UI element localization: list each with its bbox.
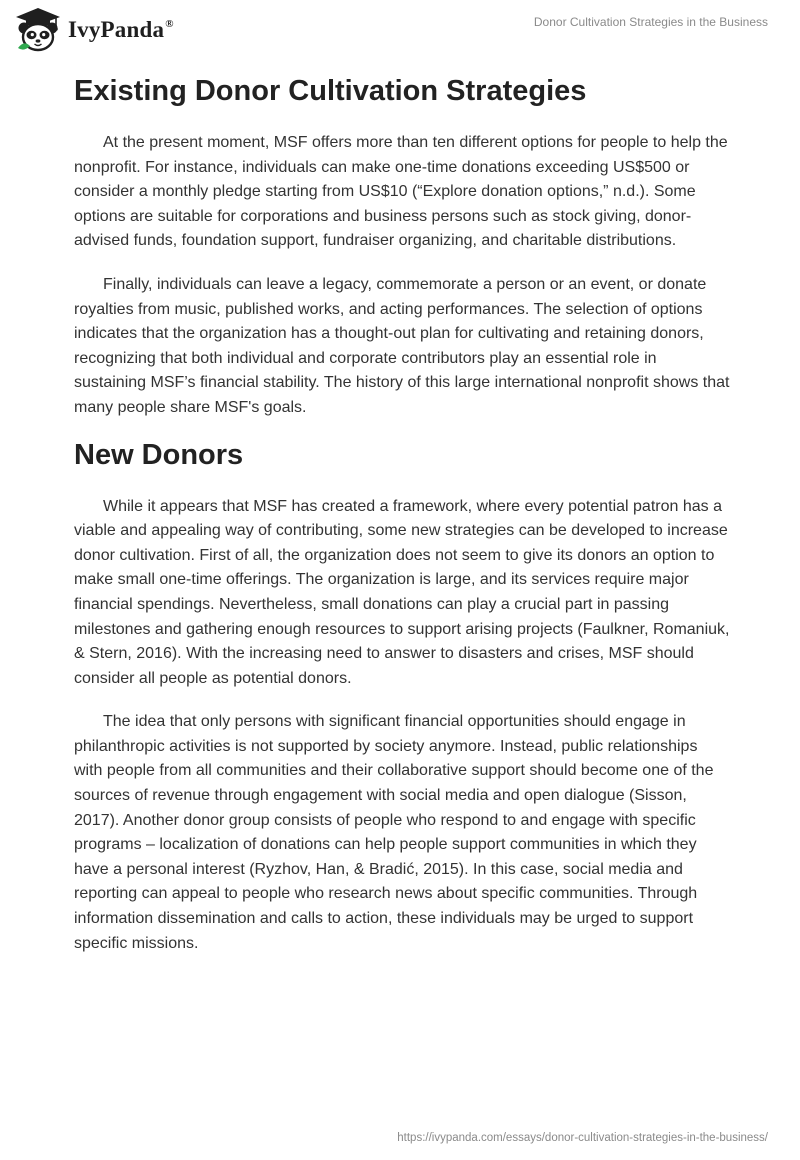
source-url[interactable]: https://ivypanda.com/essays/donor-cultivation-strategies-in-the-business/	[397, 1132, 768, 1144]
paragraph: Finally, individuals can leave a legacy, commemorate a person or an event, or donate royalties from music, published works, and acting performances. The selection of options indicates that the organization has a thought-out plan for cultivating and retaining donors, recognizing that both individual and corporate contributors play an essential role in sustaining MSF’s financial stability. The history of this large international nonprofit shows that many people share MSF's goals.	[74, 275, 730, 416]
running-title: Donor Cultivation Strategies in the Business	[533, 15, 768, 29]
essay-content	[74, 72, 730, 956]
section-heading-new-donors: New Donors	[74, 438, 244, 471]
brand-name: IvyPanda®	[68, 17, 174, 42]
section-heading-existing-strategies: Existing Donor Cultivation Strategies	[74, 75, 587, 107]
panda-graduate-icon	[14, 6, 62, 54]
ivypanda-logo[interactable]	[14, 6, 174, 54]
paragraph: While it appears that MSF has created a framework, where every potential patron has a viable and appealing way of contributing, some new strategies can be developed to increase donor cultivation. First of all, the organization does not seem to give its donors an option to make small one-time offerings. The organization is large, and its services require major financial spendings. Nevertheless, small donations can play a crucial part in passing milestones and gathering enough resources to support arising projects (Faulkner, Romaniuk, & Stern, 2016). With the increasing need to answer to disasters and crises, MSF should consider all people as potential donors.	[74, 497, 730, 687]
paragraph: At the present moment, MSF offers more than ten different options for people to help the nonprofit. For instance, individuals can make one-time donations exceeding US$500 or consider a monthly pledge starting from US$10 (“Explore donation options,” n.d.). Some options are suitable for corporations and business persons such as stock giving, donor-advised funds, foundation support, fundraiser organizing, and charitable distributions.	[74, 134, 728, 250]
page-header	[0, 0, 800, 60]
paragraph: The idea that only persons with significant financial opportunities should engage in philanthropic activities is not supported by society anymore. Instead, public relationships with people from all communities and their collaborative support should become one of the sources of revenue through engagement with social media and open dialogue (Sisson, 2017). Another donor group consists of people who respond to and engage with specific programs – localization of donations can help people support communities in which they have a personal interest (Ryzhov, Han, & Bradić, 2015). In this case, social media and reporting can appeal to people who research news about specific communities. Through information dissemination and calls to action, these individuals may be urged to support specific missions.	[74, 713, 714, 952]
